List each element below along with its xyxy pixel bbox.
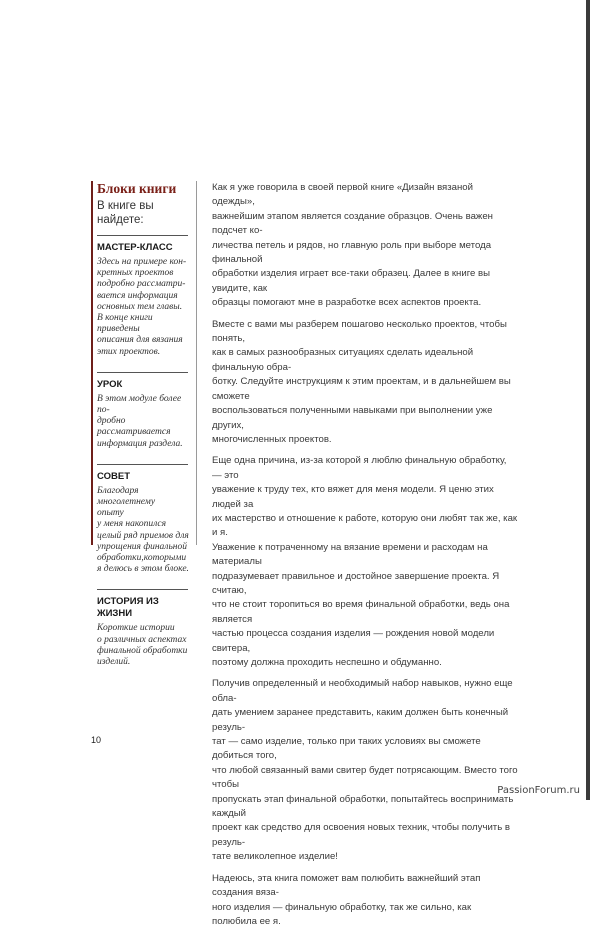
page-number: 10	[91, 735, 102, 745]
body-paragraph: Как я уже говорила в своей первой книге «Дизайн вязаной одежды», важнейшим этапом является создание образцов. Очень важен подсчет ко- личества петель и рядов, но главную роль при выборе метода финальной обработки изделия играет все-таки образец. Далее в книге вы увидите, как образцы помогают мне в разработке всех аспектов проекта.	[212, 182, 493, 309]
page-edge	[586, 0, 590, 800]
section-text: Короткие истории о различных аспектах финальной обработки изделий.	[97, 623, 188, 668]
section-heading: ИСТОРИЯ ИЗ ЖИЗНИ	[97, 596, 159, 620]
sidebar-section-master-class	[97, 236, 196, 364]
sidebar-section-life-story	[97, 590, 196, 674]
section-heading: СОВЕТ	[97, 470, 131, 482]
site-watermark: PassionForum.ru	[497, 785, 580, 796]
sidebar-subtitle: В книге вы найдете:	[97, 200, 154, 226]
body-paragraph: Еще одна причина, из-за которой я люблю финальную обработку, — это уважение к труду тех, кто вяжет для меня модели. Я ценю этих людей за их мастерство и отношение к работе, которую они любят так же, как и я. Уважение к потраченному на вязание времени и расходам на материалы подразумевает правильное и достойное завершение проекта. Я считаю, что не стоит торопиться во время финальной обработки, ведь она является частью процесса создания изделия — рождения новой модели свитера, поэтому должна проходить неспешно и обдуманно.	[212, 455, 518, 668]
section-text: В этом модуле более по- дробно рассматривается информация раздела.	[97, 393, 183, 449]
section-heading: МАСТЕР-КЛАСС	[97, 242, 173, 253]
section-text: Благодаря многолетнему опыту у меня накопился целый ряд приемов для упрощения финальной обработки,которыми я делюсь в этом блоке.	[97, 485, 189, 575]
book-blocks-sidebar	[91, 181, 197, 668]
sidebar-title: Блоки книги	[97, 181, 177, 196]
main-text-column	[212, 181, 518, 936]
body-paragraph: Получив определенный и необходимый набор навыков, нужно еще обла- дать умением заранее представить, каким должен быть конечный резуль- тат — само изделие, только при таких условиях вы сможете добиться того, что любой связанный вами свитер будет потрясающим. Вместо того чтобы пропускать этап финальной обработки, попытайтесь воспринимать каждый проект как средство для освоения новых техник, чтобы получить в резуль- тате великолепное изделие!	[212, 678, 518, 863]
body-paragraph: Вместе с вами мы разберем пошагово несколько проектов, чтобы понять, как в самых разнообразных ситуациях сделать идеальной финальную обра- ботку. Следуйте инструкциям к этим проектам, и в дальнейшем вы сможете воспользоваться полученными навыками при выполнении уже других, многочисленных проектов.	[212, 318, 511, 445]
section-heading: УРОК	[97, 378, 123, 390]
section-text: Здесь на примере кон- кретных проектов подробно рассматри- вается информация основных тем главы. В конце книги приведены описания для вязания этих проектов.	[97, 257, 187, 357]
body-paragraph: Надеюсь, эта книга поможет вам полюбить важнейший этап создания вяза- ного изделия — финальную обработку, так же сильно, как полюбила ее я.	[212, 872, 481, 927]
sidebar-section-lesson	[97, 373, 196, 456]
sidebar-section-tip	[97, 465, 196, 582]
